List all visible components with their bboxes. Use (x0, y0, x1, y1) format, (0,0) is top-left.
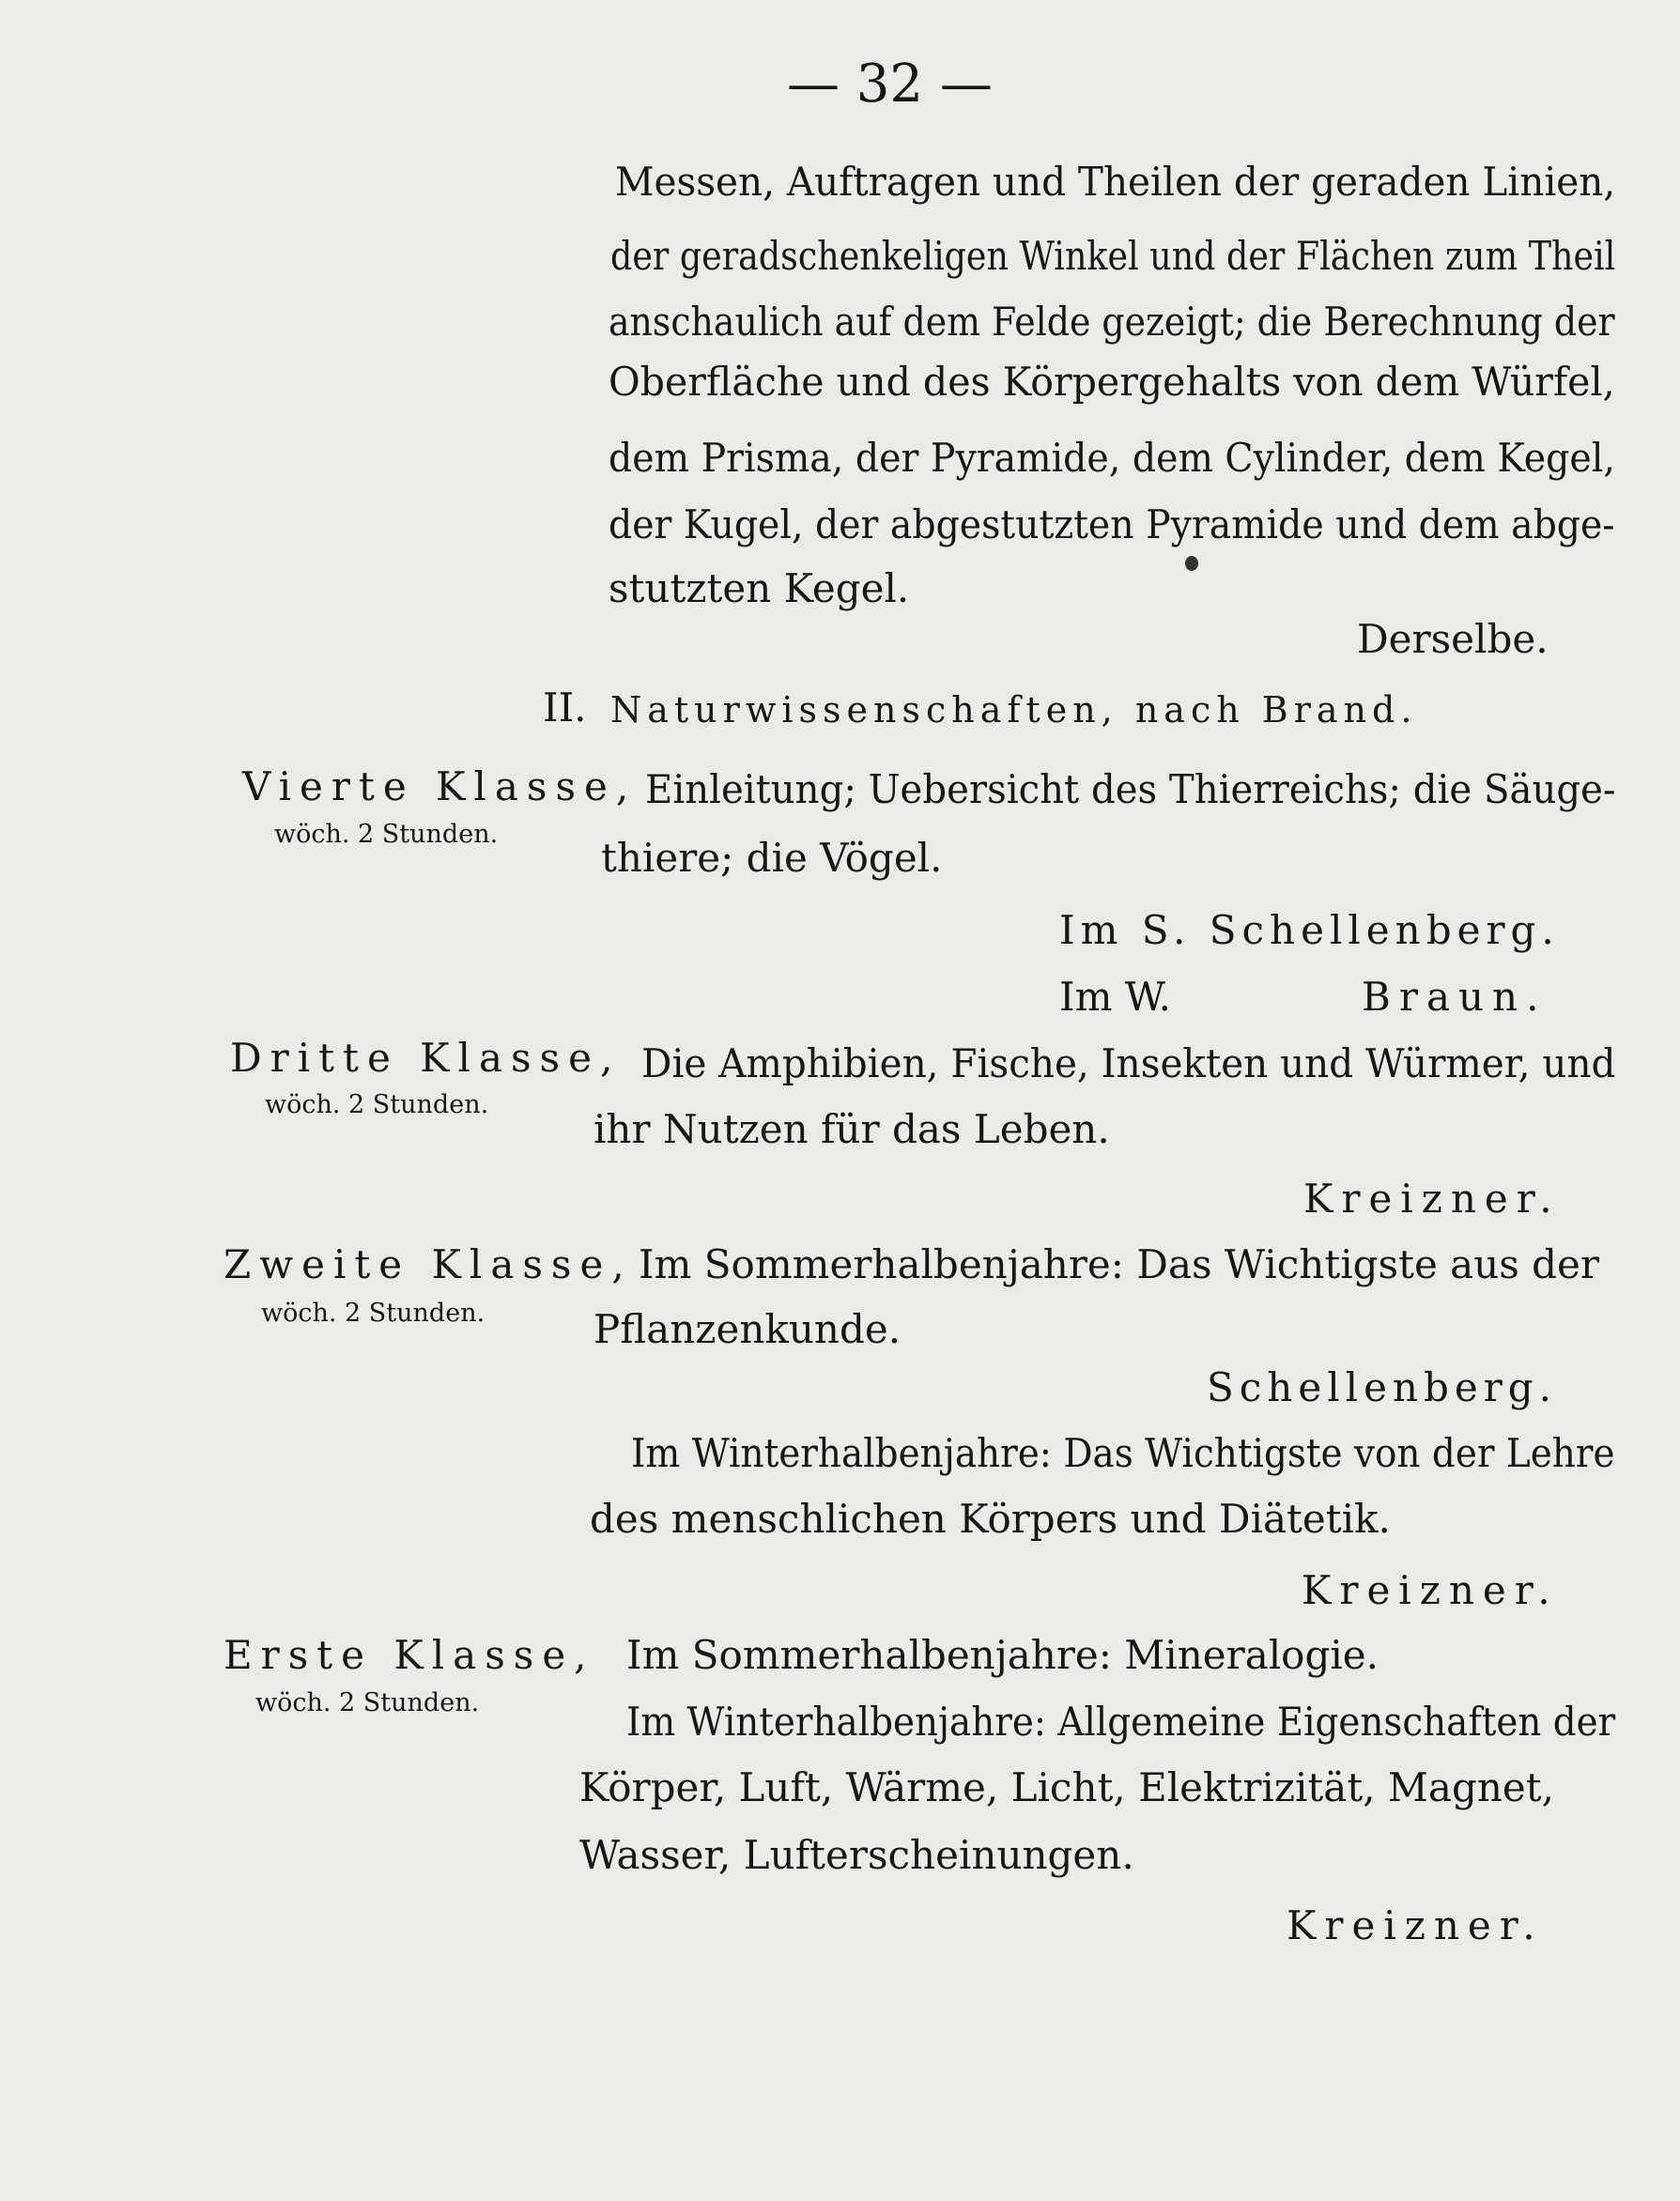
ink-speck (1185, 556, 1198, 571)
vierte-teacher-winter-label: Im W. (1059, 974, 1171, 1020)
dritte-line-2: ihr Nutzen für das Leben. (593, 1106, 1110, 1152)
geometry-teacher: Derselbe. (1357, 616, 1549, 662)
erste-winter-line-3: Wasser, Lufterscheinungen. (579, 1832, 1134, 1878)
erste-teacher: Kreizner. (1287, 1902, 1544, 1948)
zweite-winter-line-2: des menschlichen Körpers und Diätetik. (590, 1496, 1391, 1542)
vierte-line-2: thiere; die Vögel. (601, 835, 943, 881)
geometry-line-6: der Kugel, der abgestutzten Pyramide und dem abge- (609, 501, 1615, 547)
class-hours-dritte: wöch. 2 Stunden. (265, 1090, 489, 1119)
vierte-teacher-summer: Im S. Schellenberg. (1059, 907, 1560, 953)
vierte-teacher-winter: Braun. (1362, 974, 1548, 1020)
erste-winter-line-2: Körper, Luft, Wärme, Licht, Elektrizität, Magnet, (579, 1764, 1554, 1810)
section-title: Naturwissenschaften, nach Brand. (610, 689, 1418, 731)
zweite-winter-line-1: Im Winterhalbenjahre: Das Wichtigste von der Lehre (631, 1430, 1615, 1476)
geometry-line-4: Oberfläche und des Körpergehalts von dem Würfel, (609, 359, 1615, 405)
class-name-dritte: Dritte Klasse, (230, 1035, 622, 1081)
geometry-line-5: dem Prisma, der Pyramide, dem Cylinder, dem Kegel, (609, 435, 1615, 481)
zweite-summer-teacher: Schellenberg. (1207, 1364, 1558, 1410)
section-number: II. (543, 685, 587, 731)
dritte-teacher: Kreizner. (1303, 1176, 1561, 1222)
dritte-line-1: Die Amphibien, Fische, Insekten und Würmer, und (641, 1040, 1616, 1086)
erste-summer-line: Im Sommerhalbenjahre: Mineralogie. (626, 1632, 1379, 1678)
geometry-line-7: stutzten Kegel. (609, 565, 910, 611)
class-hours-erste: wöch. 2 Stunden. (255, 1688, 480, 1717)
geometry-line-2: der geradschenkeligen Winkel und der Flächen zum Theil (610, 233, 1616, 279)
zweite-summer-line-2: Pflanzenkunde. (593, 1306, 902, 1352)
page-number: — 32 — (787, 54, 993, 115)
vierte-line-1: Einleitung; Uebersicht des Thierreichs; die Säuge- (645, 766, 1616, 812)
class-name-vierte: Vierte Klasse, (242, 763, 638, 809)
class-hours-vierte: wöch. 2 Stunden. (274, 820, 499, 849)
class-hours-zweite: wöch. 2 Stunden. (261, 1299, 486, 1328)
class-name-zweite: Zweite Klasse, (223, 1241, 633, 1287)
geometry-line-1: Messen, Auftragen und Theilen der geraden Linien, (615, 159, 1616, 205)
zweite-winter-teacher: Kreizner. (1302, 1567, 1559, 1613)
class-name-erste: Erste Klasse, (223, 1632, 595, 1678)
geometry-line-3: anschaulich auf dem Felde gezeigt; die Berechnung der (609, 299, 1615, 345)
zweite-summer-line-1: Im Sommerhalbenjahre: Das Wichtigste aus der (639, 1241, 1599, 1287)
erste-winter-line-1: Im Winterhalbenjahre: Allgemeine Eigenschaften der (626, 1699, 1616, 1745)
